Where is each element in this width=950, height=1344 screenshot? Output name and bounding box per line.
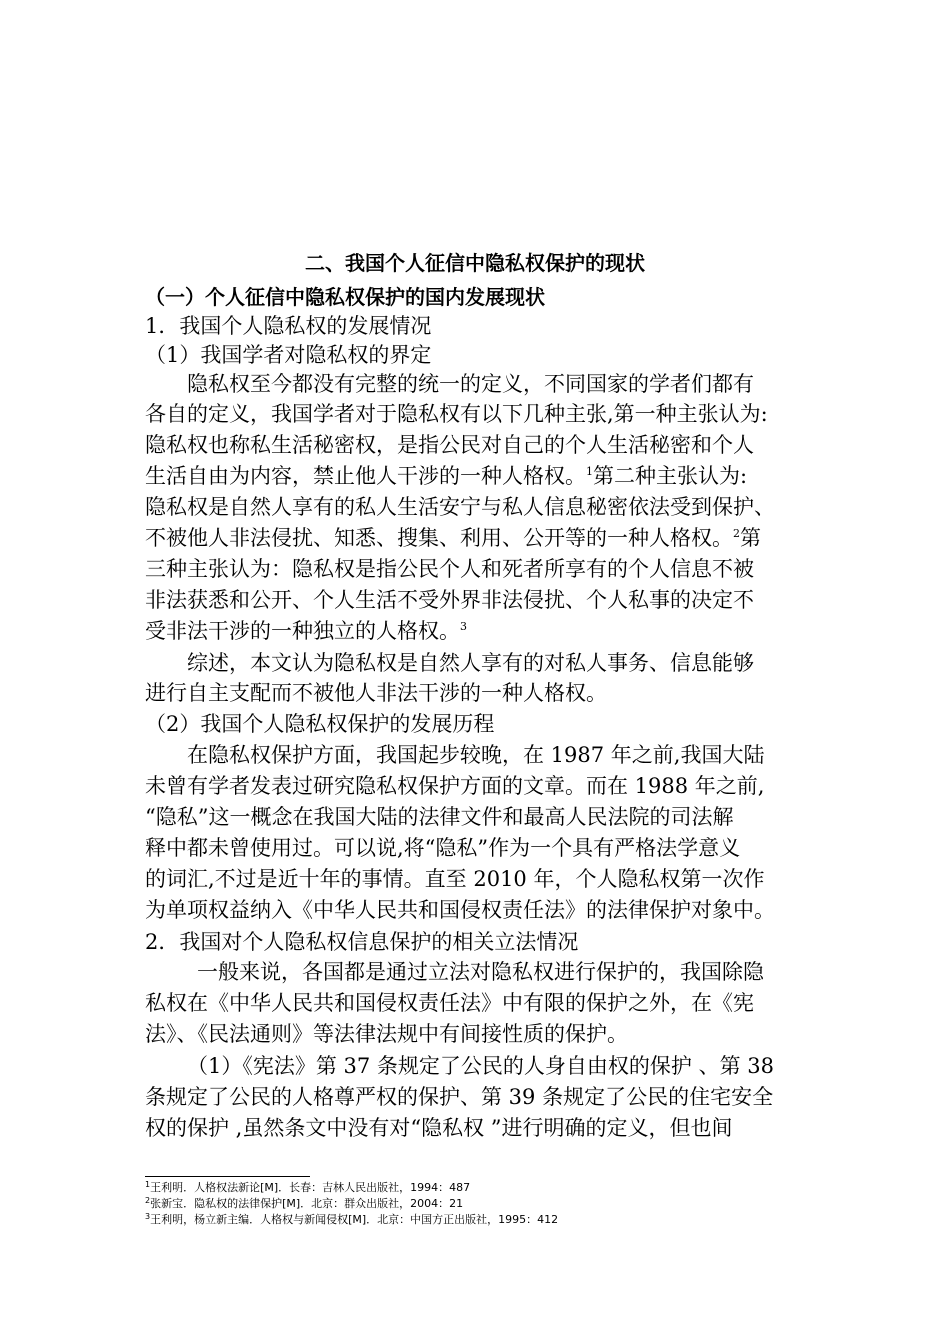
paragraph-line: 三种主张认为：隐私权是指公民个人和死者所享有的个人信息不被 [145, 557, 754, 581]
footnote-text: 张新宝．隐私权的法律保护[M]．北京：群众出版社，2004：21 [150, 1197, 464, 1210]
footnote-ref: 1 [586, 465, 593, 478]
section-title: 二、我国个人征信中隐私权保护的现状 [305, 251, 645, 275]
footnote-separator [145, 1176, 310, 1177]
paragraph-line: （1）《宪法》第 37 条规定了公民的人身自由权的保护 、第 38 [187, 1054, 775, 1078]
text-span: 第二种主张认为: [593, 464, 748, 488]
footnote-text: 王利明，杨立新主编．人格权与新闻侵权[M]．北京：中国方正出版社，1995：412 [150, 1213, 559, 1226]
paragraph-line: 的词汇,不过是近十年的事情。直至 2010 年，个人隐私权第一次作 [145, 867, 765, 891]
subsection-title: （一）个人征信中隐私权保护的国内发展现状 [145, 285, 545, 309]
footnote [145, 1197, 463, 1211]
paragraph-line: 一般来说，各国都是通过立法对隐私权进行保护的，我国除隐 [197, 960, 764, 984]
paragraph-line: 隐私权也称私生活秘密权，是指公民对自己的个人生活秘密和个人 [145, 433, 754, 457]
heading-1-2: （2）我国个人隐私权保护的发展历程 [145, 712, 495, 736]
paragraph-line: 私权在《中华人民共和国侵权责任法》中有限的保护之外，在《宪 [145, 991, 754, 1015]
heading-1-1: （1）我国学者对隐私权的界定 [145, 343, 432, 367]
footnote-mark: 1 [145, 1180, 151, 1189]
footnote-text: 王利明．人格权法新论[M]．长春：吉林人民出版社，1994：487 [150, 1181, 471, 1194]
text-span: 生活自由为内容，禁止他人干涉的一种人格权。 [145, 464, 586, 488]
paragraph-line: “隐私”这一概念在我国大陆的法律文件和最高人民法院的司法解 [145, 805, 734, 829]
footnote-ref: 2 [733, 527, 740, 540]
footnote-mark: 3 [145, 1212, 151, 1221]
paragraph-line [145, 616, 467, 646]
paragraph-line [145, 461, 747, 491]
paragraph-line: 各自的定义，我国学者对于隐私权有以下几种主张,第一种主张认为: [145, 402, 768, 426]
paragraph-line: 释中都未曾使用过。可以说,将“隐私”作为一个具有严格法学意义 [145, 836, 741, 860]
paragraph-line: 非法获悉和公开、个人生活不受外界非法侵扰、个人私事的决定不 [145, 588, 754, 612]
paragraph-line [145, 523, 761, 553]
heading-1: 1．我国个人隐私权的发展情况 [145, 314, 432, 338]
paragraph-line: 为单项权益纳入《中华人民共和国侵权责任法》的法律保护对象中。 [145, 898, 775, 922]
paragraph-line: 综述，本文认为隐私权是自然人享有的对私人事务、信息能够 [187, 651, 754, 675]
footnote [145, 1213, 558, 1227]
paragraph-line: 权的保护 ,虽然条文中没有对“隐私权 ”进行明确的定义，但也间 [145, 1116, 733, 1140]
paragraph-line: 条规定了公民的人格尊严权的保护、第 39 条规定了公民的住宅安全 [145, 1085, 774, 1109]
text-span: 第 [740, 526, 761, 550]
paragraph-line: 在隐私权保护方面，我国起步较晚，在 1987 年之前,我国大陆 [187, 743, 765, 767]
footnote-ref: 3 [460, 620, 467, 633]
paragraph-line: 隐私权是自然人享有的私人生活安宁与私人信息秘密依法受到保护、 [145, 495, 775, 519]
paragraph-line: 法》、《民法通则》等法律法规中有间接性质的保护。 [145, 1022, 628, 1046]
text-span: 不被他人非法侵扰、知悉、搜集、利用、公开等的一种人格权。 [145, 526, 733, 550]
paragraph-line: 隐私权至今都没有完整的统一的定义，不同国家的学者们都有 [187, 372, 754, 396]
footnote [145, 1181, 470, 1195]
paragraph-line: 未曾有学者发表过研究隐私权保护方面的文章。而在 1988 年之前, [145, 774, 765, 798]
footnote-mark: 2 [145, 1196, 151, 1205]
text-span: 受非法干涉的一种独立的人格权。 [145, 619, 460, 643]
heading-2: 2．我国对个人隐私权信息保护的相关立法情况 [145, 930, 579, 954]
paragraph-line: 进行自主支配而不被他人非法干涉的一种人格权。 [145, 681, 607, 705]
